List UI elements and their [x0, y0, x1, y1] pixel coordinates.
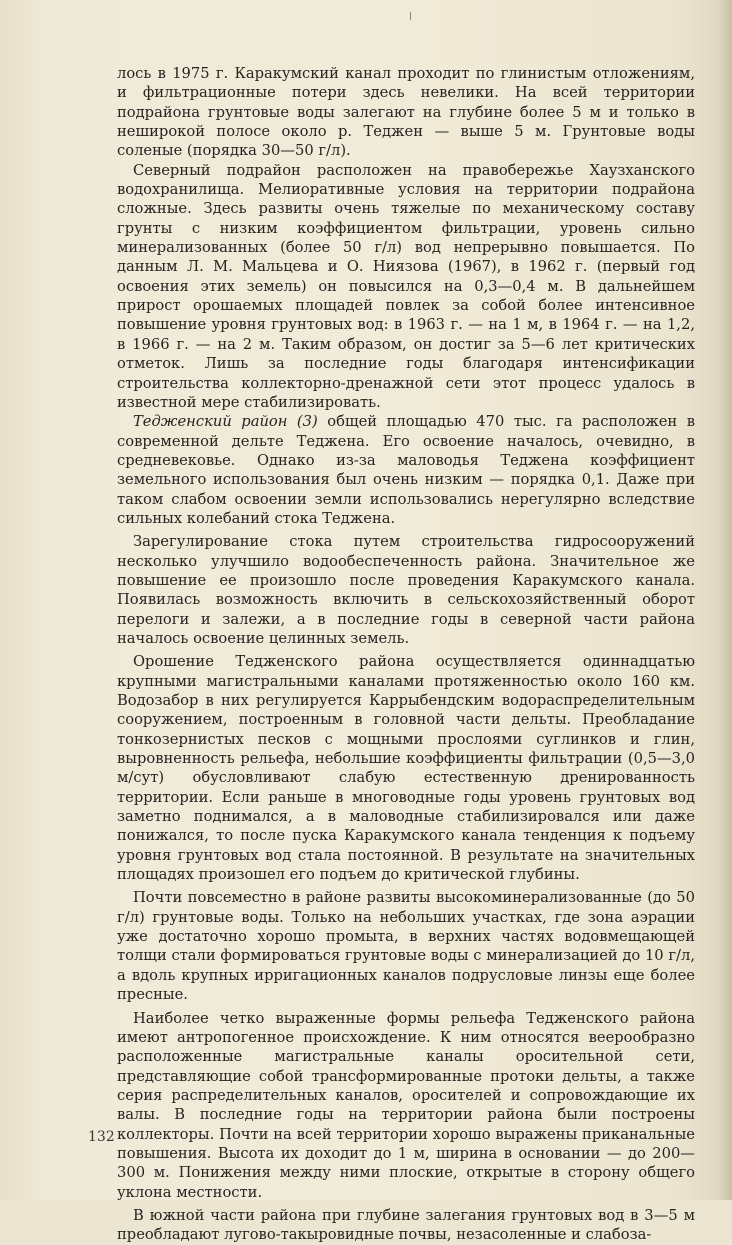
paragraph-3: Тедженский район (3) общей площадью 470 тыс. га расположен в современной дельте Теджена. Его освоение началось, очевидно, в средневековье. Однако из-за маловодья Теджена коэффициент земельного использования был очень низким — порядка 0,1. Даже при таком слабом освоении земли использовались нерегулярно вследствие сильных колебаний стока Теджена.	[117, 413, 695, 527]
paragraph-1: лось в 1975 г. Каракумский канал проходит по глинистым отложениям, и фильтрационные потери здесь невелики. На всей территории подрайона грунтовые воды залегают на глубине более 5 м и только в неширокой полосе около р. Теджен — выше 5 м. Грунтовые воды соленые (порядка 30—50 г/л).	[117, 65, 695, 160]
body-text	[117, 64, 695, 1245]
district-heading: Тедженский район (3)	[133, 413, 318, 431]
paragraph-2: Северный подрайон расположен на правобережье Хаузханского водохранилища. Мелиоративные условия на территории подрайона сложные. Здесь развиты очень тяжелые по механическому составу грунты с низким коэффициентом фильтрации, уровень сильно минерализованных (более 50 г/л) вод непрерывно повышается. По данным Л. М. Мальцева и О. Ниязова (1967), в 1962 г. (первый год освоения этих земель) он повысился на 0,3—0,4 м. В дальнейшем прирост орошаемых площадей повлек за собой более интенсивное повышение уровня грунтовых вод: в 1963 г. — на 1 м, в 1964 г. — на 1,2, в 1966 г. — на 2 м. Таким образом, он достиг за 5—6 лет критических отметок. Лишь за последние годы благодаря интенсификации строительства коллекторно-дренажной сети этот процесс удалось в известной мере стабилизировать.	[117, 161, 695, 411]
page-number: 132	[88, 1129, 115, 1145]
paragraph-7: Наиболее четко выраженные формы рельефа Тедженского района имеют антропогенное происхождение. К ним относятся веерообразно расположенные магистральные каналы оросительной сети, представляющие собой трансформированные протоки дельты, а также серия распределительных каналов, оросителей и сопровождающие их валы. В последние годы на территории района были построены коллекторы. Почти на всей территории хорошо выражены приканальные повышения. Высота их доходит до 1 м, ширина в основании — до 200—300 м. Понижения между ними плоские, открытые в сторону общего уклона местности.	[117, 1009, 695, 1201]
page-fold-shadow	[718, 0, 732, 1200]
paragraph-4: Зарегулирование стока путем строительства гидросооружений несколько улучшило водообеспеченность района. Значительное же повышение ее произошло после проведения Каракумского канала. Появилась возможность включить в сельскохозяйственный оборот перелоги и залежи, а в последние годы в северной части района началось освоение целинных земель.	[117, 533, 695, 647]
paragraph-6: Почти повсеместно в районе развиты высокоминерализованные (до 50 г/л) грунтовые воды. Только на небольших участках, где зона аэрации уже достаточно хорошо промыта, в верхних частях водовмещающей толщи стали формироваться грунтовые воды с минерализацией до 10 г/л, а вдоль крупных ирригационных каналов подрусловые линзы еще более пресные.	[117, 889, 695, 1004]
paper-mark	[410, 12, 411, 20]
paragraph-8: В южной части района при глубине залегания грунтовых вод в 3—5 м преобладают лугово-такыровидные почвы, незасоленные и слабоза-	[117, 1206, 695, 1244]
paragraph-5: Орошение Тедженского района осуществляется одиннадцатью крупными магистральными каналами протяженностью около 160 км. Водозабор в них регулируется Каррыбендским водораспределительным сооружением, построенным в головной части дельты. Преобладание тонкозернистых песков с мощными прослоями суглинков и глин, выровненность рельефа, небольшие коэффициенты фильтрации (0,5—3,0 м/сут) обусловливают слабую естественную дренированность территории. Если раньше в многоводные годы уровень грунтовых вод заметно поднимался, а в маловодные стабилизировался или даже понижался, то после пуска Каракумского канала тенденция к подъему уровня грунтовых вод стала постоянной. В результате на значительных площадях произошел его подъем до критической глубины.	[117, 653, 695, 884]
